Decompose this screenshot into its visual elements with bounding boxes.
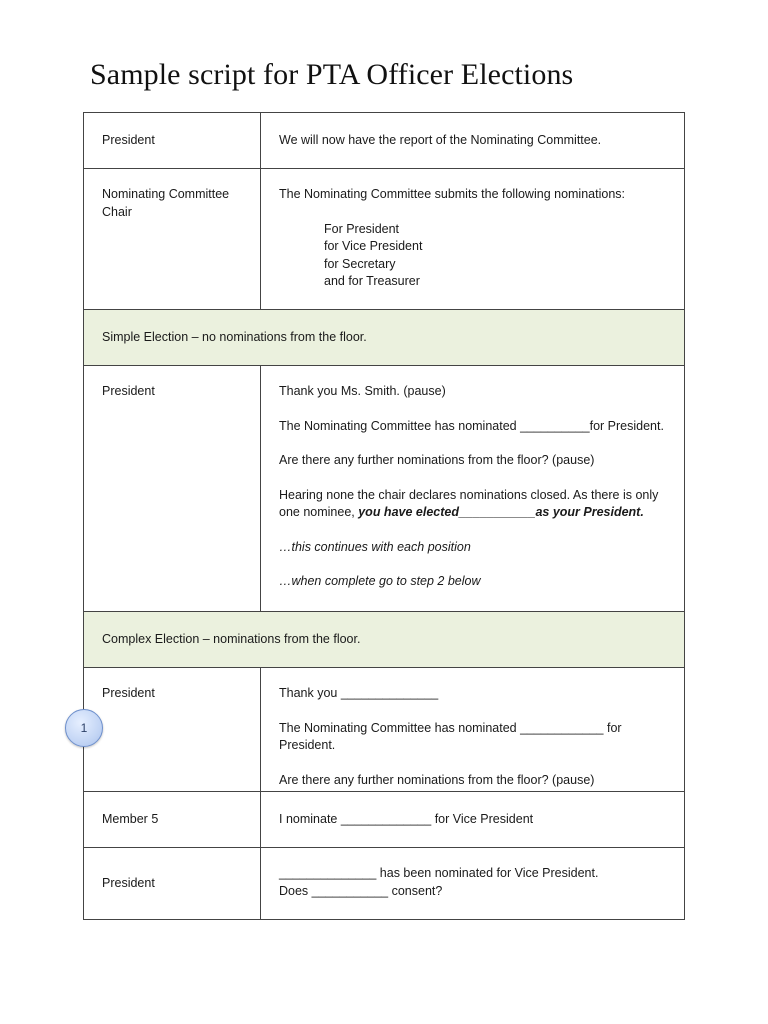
role-cell: President bbox=[84, 113, 261, 169]
dialogue-cell: I nominate _____________ for Vice President bbox=[261, 792, 685, 848]
dialogue-line: Does ___________ consent? bbox=[279, 883, 443, 898]
role-cell: President bbox=[84, 668, 261, 792]
dialogue-line: The Nominating Committee has nominated ____________ for President. bbox=[279, 720, 622, 752]
section-row bbox=[84, 310, 685, 366]
nomination-list bbox=[279, 221, 674, 291]
dialogue-cell bbox=[261, 848, 685, 920]
script-table bbox=[83, 112, 685, 920]
dialogue-line: Thank you Ms. Smith. (pause) bbox=[279, 384, 446, 398]
list-item: for Vice President bbox=[324, 239, 423, 253]
table-row bbox=[84, 668, 685, 792]
list-item: For President bbox=[324, 221, 400, 236]
step-marker-badge[interactable]: 1 bbox=[65, 709, 103, 747]
table-row bbox=[84, 113, 685, 169]
dialogue-cell bbox=[261, 366, 685, 612]
dialogue-line: Are there any further nominations from the floor? (pause) bbox=[279, 453, 595, 467]
section-row bbox=[84, 612, 685, 668]
dialogue-line: Thank you ______________ bbox=[279, 686, 439, 700]
dialogue-line: The Nominating Committee submits the following nominations: bbox=[279, 187, 625, 201]
list-item: and for Treasurer bbox=[324, 274, 420, 288]
role-cell: Member 5 bbox=[84, 792, 261, 848]
dialogue-text: Hearing none the chair declares nominations closed. As there is only one nominee, bbox=[279, 487, 659, 519]
emphasis-text: you have elected___________as your President. bbox=[358, 505, 644, 519]
table-row bbox=[84, 848, 685, 920]
section-heading: Complex Election – nominations from the floor. bbox=[84, 612, 685, 668]
dialogue-line: …when complete go to step 2 below bbox=[279, 574, 481, 588]
dialogue-line bbox=[279, 487, 674, 522]
table-row bbox=[84, 169, 685, 310]
dialogue-cell: We will now have the report of the Nominating Committee. bbox=[261, 113, 685, 169]
table-row bbox=[84, 366, 685, 612]
dialogue-line: ______________ has been nominated for Vice President. bbox=[279, 866, 599, 880]
dialogue-cell bbox=[261, 169, 685, 310]
dialogue-line: The Nominating Committee has nominated __________for President. bbox=[279, 418, 664, 433]
list-item: for Secretary bbox=[324, 256, 396, 271]
page-title: Sample script for PTA Officer Elections bbox=[90, 58, 574, 91]
dialogue-cell bbox=[261, 668, 685, 792]
table-row bbox=[84, 792, 685, 848]
role-cell: President bbox=[84, 848, 261, 920]
dialogue-line: Are there any further nominations from the floor? (pause) bbox=[279, 772, 595, 787]
role-cell: Nominating Committee Chair bbox=[84, 169, 261, 310]
dialogue-line: …this continues with each position bbox=[279, 539, 471, 554]
role-cell: President bbox=[84, 366, 261, 612]
section-heading: Simple Election – no nominations from the floor. bbox=[84, 310, 685, 366]
